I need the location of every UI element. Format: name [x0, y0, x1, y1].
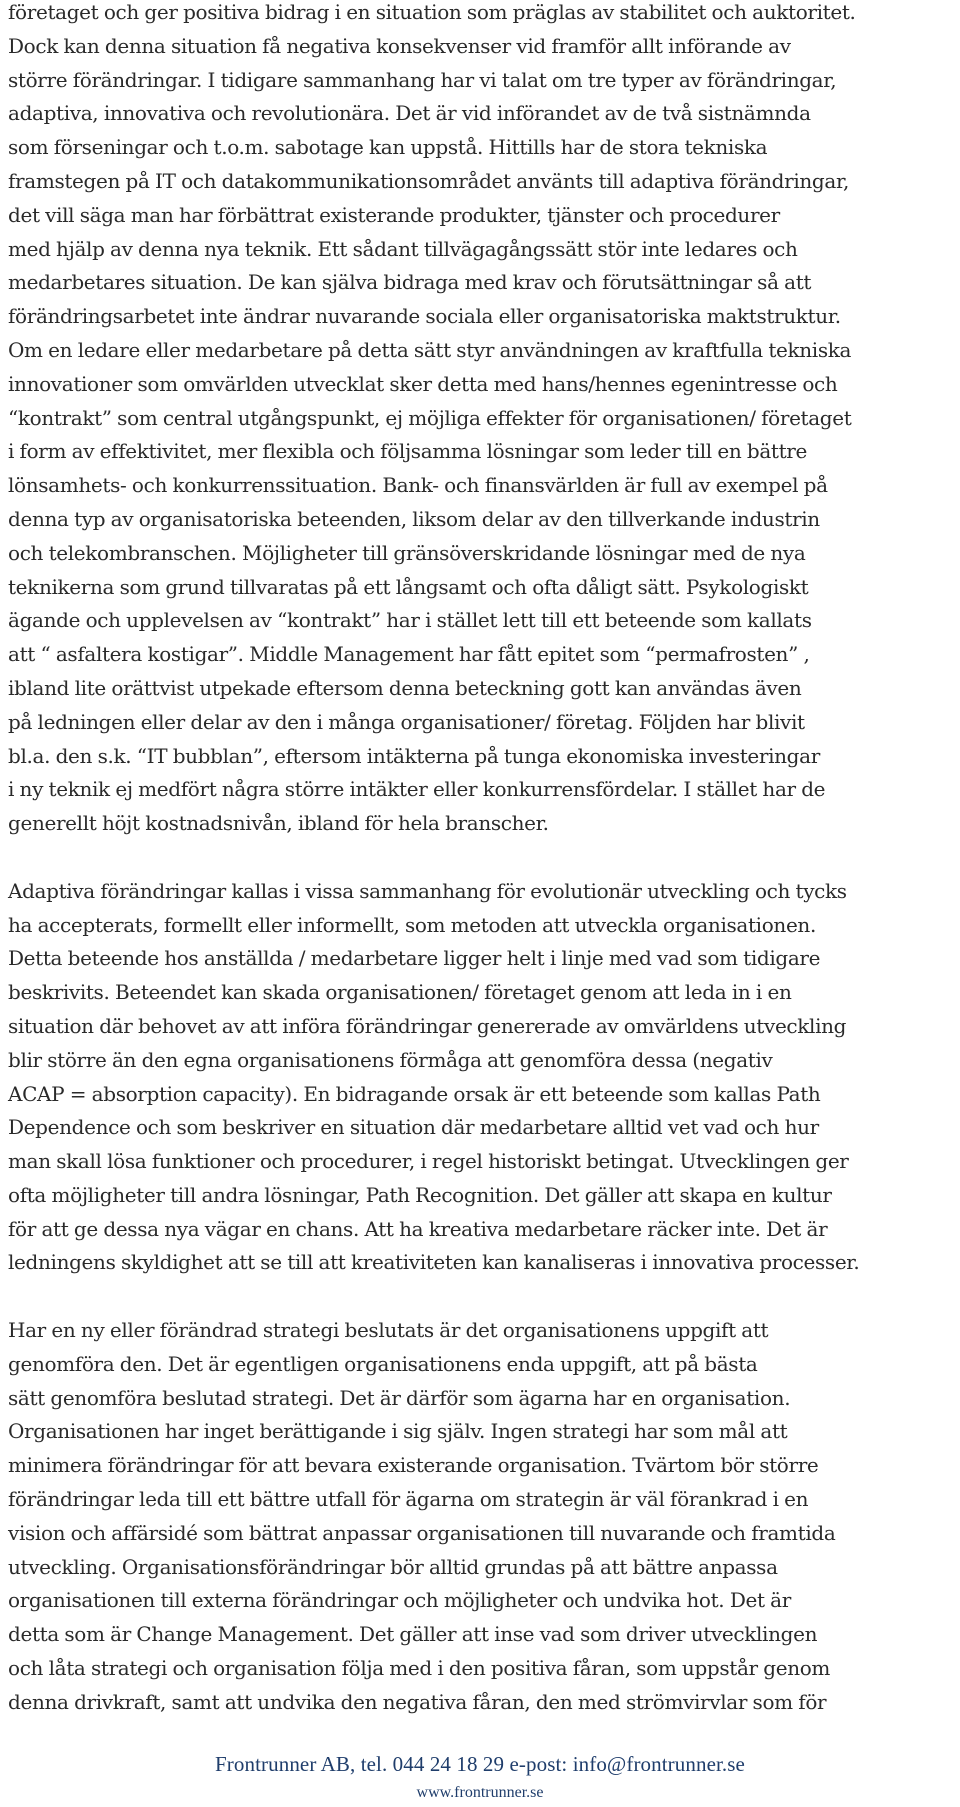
text-line: denna typ av organisatoriska beteenden, liksom delar av den tillverkande industrin — [8, 506, 820, 531]
text-line: man skall lösa funktioner och procedurer, i regel historiskt betingat. Utvecklingen ger — [8, 1149, 849, 1174]
text-line: genomföra den. Det är egentligen organisationens enda uppgift, att på bästa — [8, 1351, 758, 1376]
text-line: och telekombranschen. Möjligheter till gränsöverskridande lösningar med de nya — [8, 540, 806, 565]
paragraph-1 — [8, 0, 954, 841]
text-line: Detta beteende hos anställda / medarbetare ligger helt i linje med vad som tidigare — [8, 946, 821, 971]
text-line: detta som är Change Management. Det gäller att inse vad som driver utvecklingen — [8, 1622, 818, 1647]
text-line: Dock kan denna situation få negativa konsekvenser vid framför allt införande av — [8, 33, 791, 58]
footer-website[interactable]: www.frontrunner.se — [416, 1784, 544, 1801]
text-line: Dependence och som beskriver en situation där medarbetare alltid vet vad och hur — [8, 1115, 819, 1140]
text-line: adaptiva, innovativa och revolutionära. Det är vid införandet av de två sistnämnda — [8, 101, 811, 126]
paragraph-3 — [8, 1314, 954, 1720]
text-line: denna drivkraft, samt att undvika den negativa fåran, den med strömvirvlar som för — [8, 1689, 827, 1714]
text-line: med hjälp av denna nya teknik. Ett sådant tillvägagångssätt stör inte ledares och — [8, 236, 798, 261]
text-line: beskrivits. Beteendet kan skada organisationen/ företaget genom att leda in i en — [8, 980, 792, 1005]
text-line: förändringsarbetet inte ändrar nuvarande sociala eller organisatoriska maktstruktur. — [8, 304, 841, 329]
text-line: framstegen på IT och datakommunikationsområdet använts till adaptiva förändringar, — [8, 168, 849, 193]
text-line: Organisationen har inget berättigande i sig själv. Ingen strategi har som mål att — [8, 1419, 788, 1444]
text-line: i form av effektivitet, mer flexibla och följsamma lösningar som leder till en bättre — [8, 439, 807, 464]
text-line: utveckling. Organisationsförändringar bör alltid grundas på att bättre anpassa — [8, 1554, 778, 1579]
text-line: Adaptiva förändringar kallas i vissa sammanhang för evolutionär utveckling och tycks — [8, 878, 847, 903]
text-line: sätt genomföra beslutad strategi. Det är därför som ägarna har en organisation. — [8, 1385, 791, 1410]
text-line: och låta strategi och organisation följa med i den positiva fåran, som uppstår genom — [8, 1656, 831, 1681]
text-line: lönsamhets- och konkurrenssituation. Bank- och finansvärlden är full av exempel på — [8, 473, 828, 498]
text-line: Har en ny eller förändrad strategi beslutats är det organisationens uppgift att — [8, 1318, 769, 1343]
text-line: blir större än den egna organisationens förmåga att genomföra dessa (negativ — [8, 1047, 773, 1072]
text-line: företaget och ger positiva bidrag i en situation som präglas av stabilitet och auktoritet. — [8, 0, 856, 24]
text-line: minimera förändringar för att bevara existerande organisation. Tvärtom bör större — [8, 1453, 819, 1478]
text-line: ofta möjligheter till andra lösningar, Path Recognition. Det gäller att skapa en kultur — [8, 1182, 832, 1207]
text-line: vision och affärsidé som bättrat anpassar organisationen till nuvarande och framtida — [8, 1520, 836, 1545]
text-line: ibland lite orättvist utpekade eftersom denna beteckning gott kan användas även — [8, 675, 802, 700]
text-line: organisationen till externa förändringar och möjligheter och undvika hot. Det är — [8, 1588, 791, 1613]
text-line: “kontrakt” som central utgångspunkt, ej möjliga effekter för organisationen/ företaget — [8, 405, 852, 430]
text-line: generellt höjt kostnadsnivån, ibland för hela branscher. — [8, 811, 549, 836]
footer-contact: Frontrunner AB, tel. 044 24 18 29 e-post: info@frontrunner.se — [215, 1752, 745, 1776]
text-line: medarbetares situation. De kan själva bidraga med krav och förutsättningar så att — [8, 270, 812, 295]
text-line: ha accepterats, formellt eller informellt, som metoden att utveckla organisationen. — [8, 912, 816, 937]
text-line: ledningens skyldighet att se till att kreativiteten kan kanaliseras i innovativa processer. — [8, 1250, 860, 1275]
text-line: som förseningar och t.o.m. sabotage kan uppstå. Hittills har de stora tekniska — [8, 135, 768, 160]
text-line: innovationer som omvärlden utvecklat sker detta med hans/hennes egenintresse och — [8, 371, 838, 396]
text-line: större förändringar. I tidigare sammanhang har vi talat om tre typer av förändringar, — [8, 67, 837, 92]
text-line: situation där behovet av att införa förändringar genererade av omvärldens utveckling — [8, 1013, 847, 1038]
text-line: på ledningen eller delar av den i många organisationer/ företag. Följden har blivit — [8, 709, 805, 734]
text-line: Om en ledare eller medarbetare på detta sätt styr användningen av kraftfulla tekniska — [8, 337, 852, 362]
text-line: förändringar leda till ett bättre utfall för ägarna om strategin är väl förankrad i en — [8, 1487, 809, 1512]
text-line: bl.a. den s.k. “IT bubblan”, eftersom intäkterna på tunga ekonomiska investeringar — [8, 743, 820, 768]
text-line: ägande och upplevelsen av “kontrakt” har i stället lett till ett beteende som kallats — [8, 608, 812, 633]
text-line: ACAP = absorption capacity). En bidragande orsak är ett beteende som kallas Path — [8, 1081, 821, 1106]
text-line: teknikerna som grund tillvaratas på ett långsamt och ofta dåligt sätt. Psykologiskt — [8, 574, 809, 599]
text-line: för att ge dessa nya vägar en chans. Att ha kreativa medarbetare räcker inte. Det är — [8, 1216, 828, 1241]
paragraph-2 — [8, 875, 954, 1281]
text-line: det vill säga man har förbättrat existerande produkter, tjänster och procedurer — [8, 202, 780, 227]
body-text — [8, 0, 954, 1720]
text-line: att “ asfaltera kostigar”. Middle Management har fått epitet som “permafrosten” , — [8, 642, 810, 667]
text-line: i ny teknik ej medfört några större intäkter eller konkurrensfördelar. I stället har de — [8, 777, 826, 802]
